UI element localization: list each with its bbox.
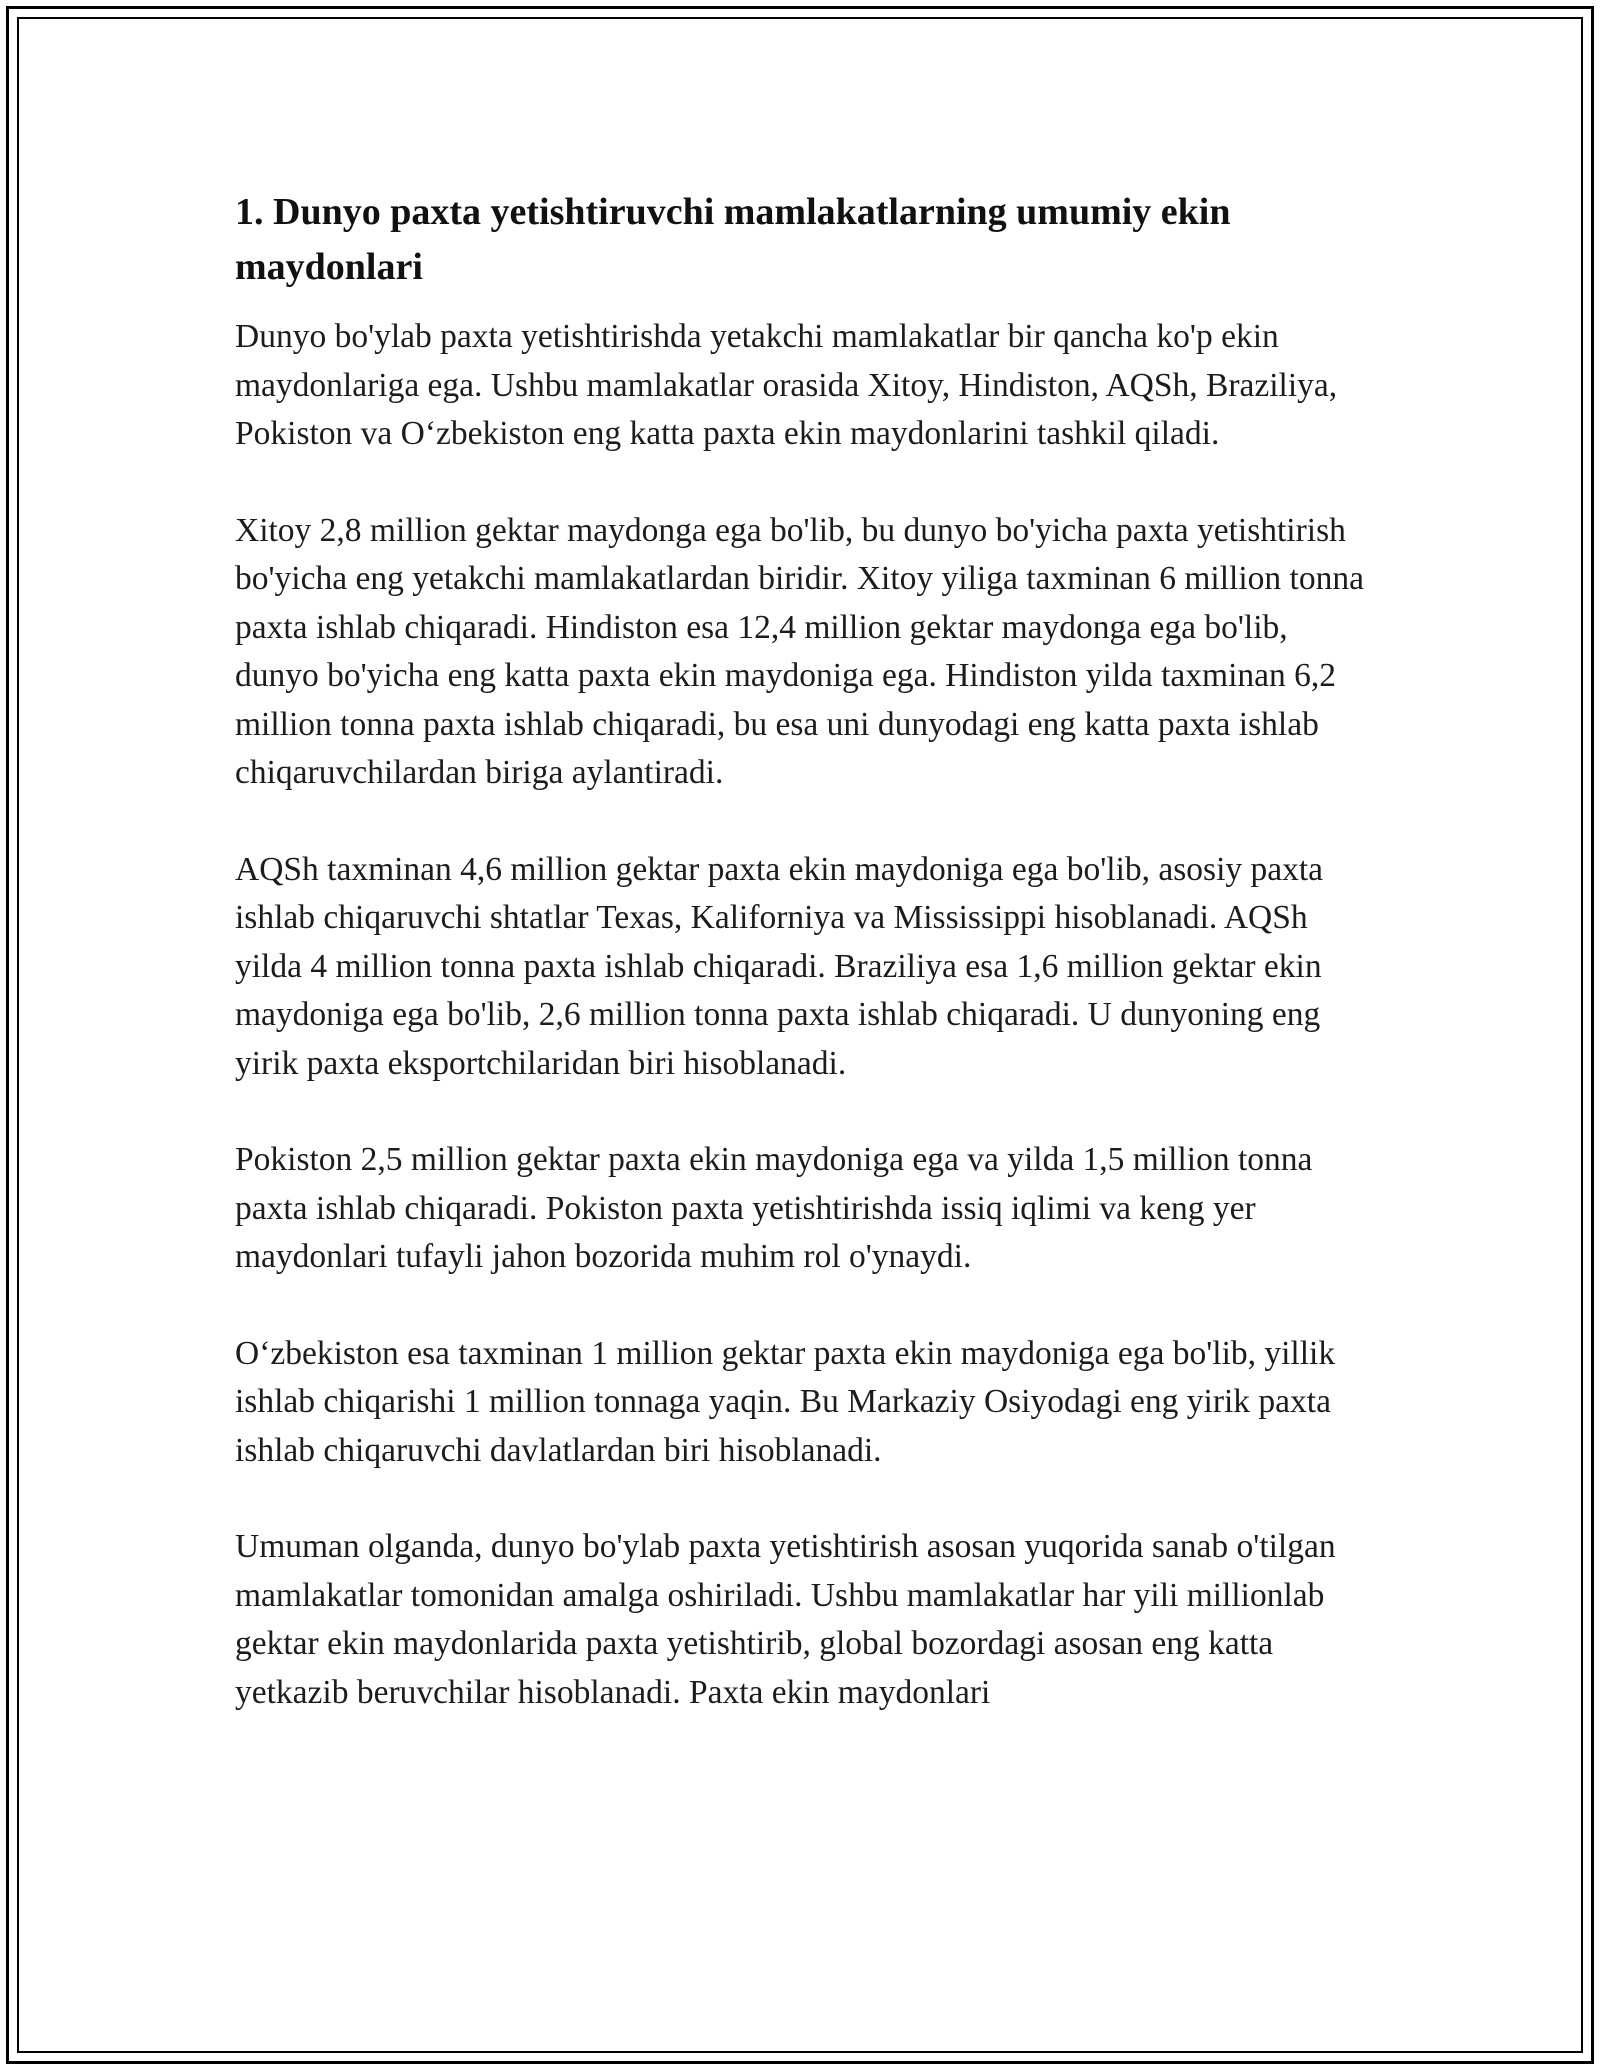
paragraph-usa-brazil: AQSh taxminan 4,6 million gektar paxta ekin maydoniga ega bo'lib, asosiy paxta ishlab chiqaruvchi shtatlar Texas, Kaliforniya va Mississippi hisoblanadi. AQSh yilda 4 million tonna paxta ishlab chiqaradi. Braziliya esa 1,6 million gektar ekin maydoniga ega bo'lib, 2,6 million tonna paxta ishlab chiqaradi. U dunyoning eng yirik paxta eksportchilaridan biri hisoblanadi. xyxy=(235,850,1324,1082)
section-heading: 1. Dunyo paxta yetishtiruvchi mamlakatlarning umumiy ekin maydonlari xyxy=(235,191,1231,288)
paragraph-pakistan: Pokiston 2,5 million gektar paxta ekin maydoniga ega va yilda 1,5 million tonna paxta ishlab chiqaradi. Pokiston paxta yetishtirishda issiq iqlimi va keng yer maydonlari tufayli jahon bozorida muhim rol o'ynaydi. xyxy=(235,1141,1313,1275)
document-body xyxy=(235,185,1370,1765)
paragraph-uzbekistan: O‘zbekiston esa taxminan 1 million gektar paxta ekin maydoniga ega bo'lib, yillik ishlab chiqarishi 1 million tonnaga yaqin. Bu Markaziy Osiyodagi eng yirik paxta ishlab chiqaruvchi davlatlardan biri hisoblanadi. xyxy=(235,1334,1336,1469)
paragraph-summary: Umuman olganda, dunyo bo'ylab paxta yetishtirish asosan yuqorida sanab o'tilgan mamlakatlar tomonidan amalga oshiriladi. Ushbu mamlakatlar har yili millionlab gektar ekin maydonlarida paxta yetishtirib, global bozordagi asosan eng katta yetkazib beruvchilar hisoblanadi. Paxta ekin maydonlari xyxy=(235,1528,1336,1711)
paragraph-china-india: Xitoy 2,8 million gektar maydonga ega bo'lib, bu dunyo bo'yicha paxta yetishtirish bo'yicha eng yetakchi mamlakatlardan biridir. Xitoy yiliga taxminan 6 million tonna paxta ishlab chiqaradi. Hindiston esa 12,4 million gektar maydonga ega bo'lib, dunyo bo'yicha eng katta paxta ekin maydoniga ega. Hindiston yilda taxminan 6,2 million tonna paxta ishlab chiqaradi, bu esa uni dunyodagi eng katta paxta ishlab chiqaruvchilardan biriga aylantiradi. xyxy=(235,511,1364,791)
paragraph-intro: Dunyo bo'ylab paxta yetishtirishda yetakchi mamlakatlar bir qancha ko'p ekin maydonlariga ega. Ushbu mamlakatlar orasida Xitoy, Hindiston, AQSh, Braziliya, Pokiston va O‘zbekiston eng katta paxta ekin maydonlarini tashkil qiladi. xyxy=(235,318,1338,452)
